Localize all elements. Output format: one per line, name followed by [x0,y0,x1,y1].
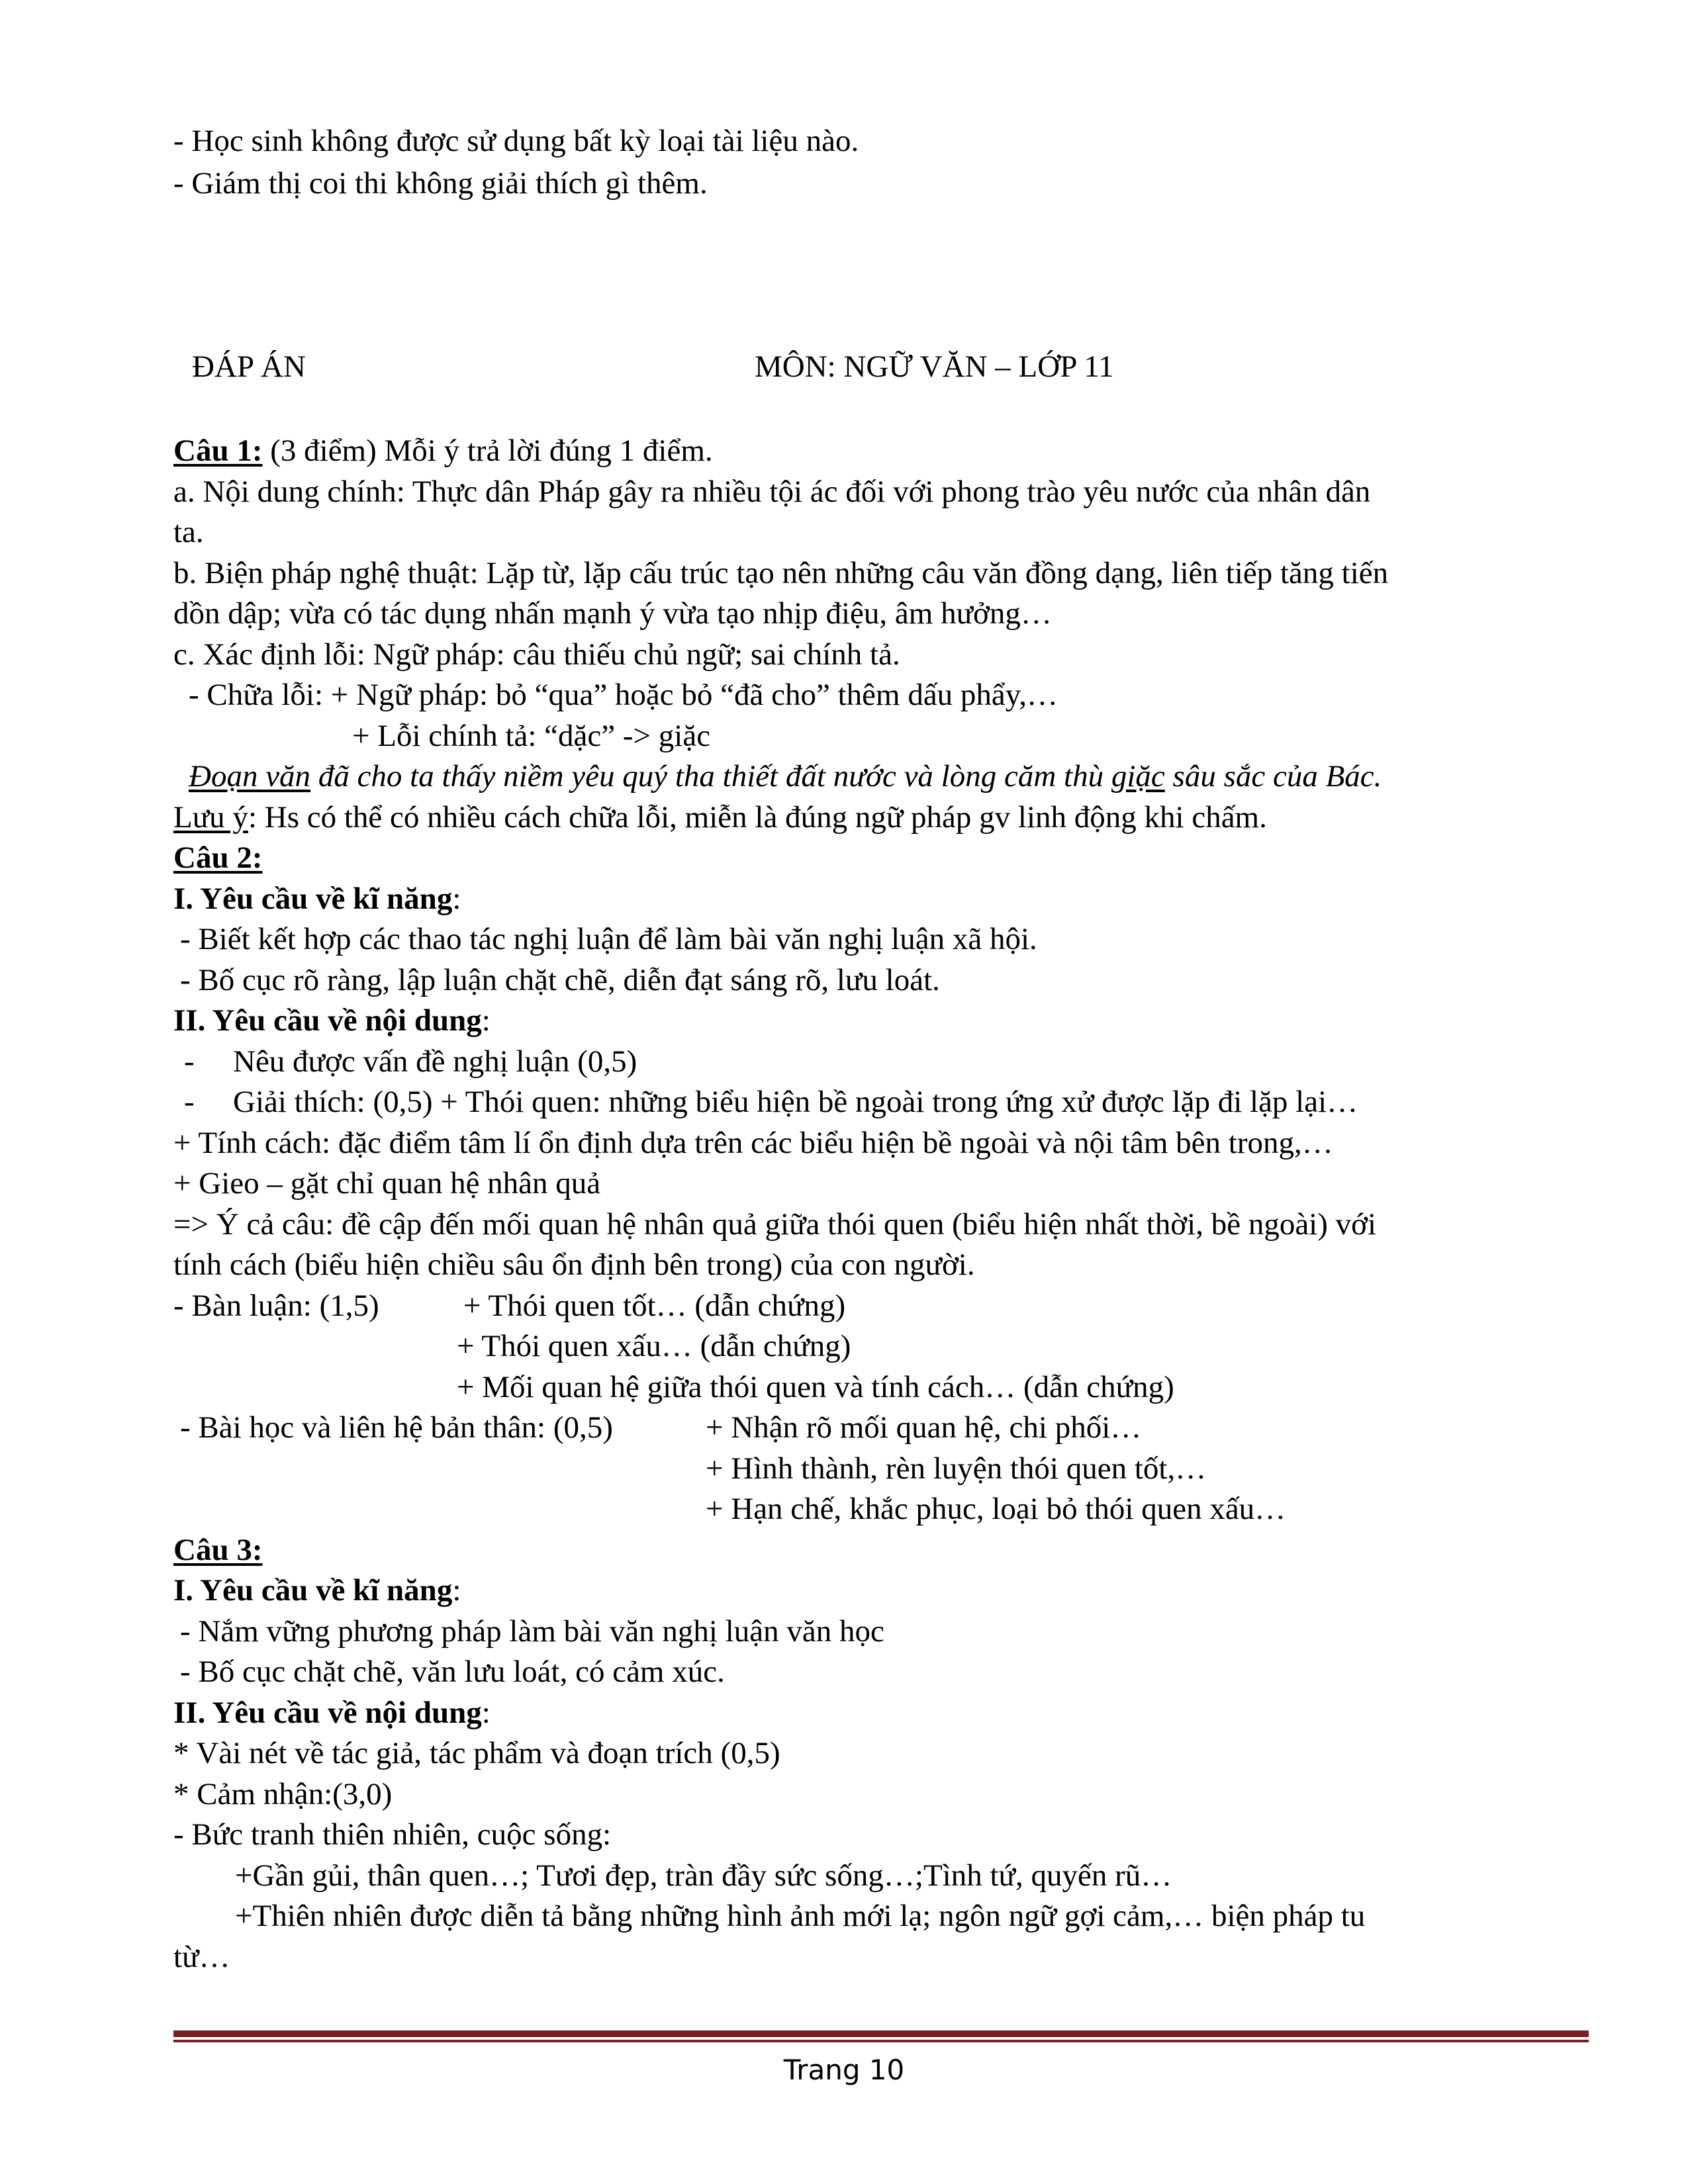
cau3-skill-1: - Nắm vững phương pháp làm bài văn nghị luận văn học [180,1614,884,1649]
cau2-content-dash-2: - [184,1085,195,1119]
cau2-skill-1: - Biết kết hợp các thao tác nghị luận để làm bài văn nghị luận xã hội. [180,922,1037,956]
example-underlined-1: Đoạn văn [189,759,311,794]
cau2-content-6: tính cách (biểu hiện chiều sâu ổn định bên trong) của con người. [173,1248,975,1282]
cau2-discussion-label: - Bàn luận: (1,5) [173,1289,379,1323]
cau2-lesson-3: + Hạn chế, khắc phục, loại bỏ thói quen xấu… [706,1492,1286,1526]
example-end: sâu sắc của Bác. [1164,759,1382,794]
cau2-discussion-3: + Mối quan hệ giữa thói quen và tính cách… (dẫn chứng) [457,1370,1174,1404]
cau2-skills-heading-line: I. Yêu cầu về kĩ năng: [173,882,461,916]
page-number: Trang 10 [783,2054,905,2086]
example-underlined-2: giặc [1111,759,1165,794]
answer-key-heading: ĐÁP ÁN [192,349,306,384]
cau3-skills-heading: I. Yêu cầu về kĩ năng [173,1573,453,1608]
example-text: đã cho ta thấy niềm yêu quý tha thiết đất nước và lòng căm thù [310,759,1111,794]
cau2-skills-heading: I. Yêu cầu về kĩ năng [173,882,453,916]
cau1-intro: (3 điểm) Mỗi ý trả lời đúng 1 điểm. [262,433,713,468]
cau1-fix-line2: + Lỗi chính tả: “dặc” -> giặc [352,719,711,753]
subject-heading: MÔN: NGỮ VĂN – LỚP 11 [755,349,1114,384]
cau2-content-dash-1: - [184,1044,195,1079]
cau2-content-3: + Tính cách: đặc điểm tâm lí ổn định dựa trên các biểu hiện bề ngoài và nội tâm bên trong,… [173,1126,1333,1160]
cau1-a-line2: ta. [173,515,204,549]
cau1-b-line2: dồn dập; vừa có tác dụng nhấn mạnh ý vừa tạo nhịp điệu, âm hưởng… [173,596,1052,631]
cau3-content-heading: II. Yêu cầu về nội dung [173,1696,482,1730]
note-label: Lưu ý [173,800,248,835]
cau1-intro-line [173,430,713,471]
cau1-label: Câu 1: [173,433,263,468]
cau2-content-heading-line: II. Yêu cầu về nội dung: [173,1003,491,1038]
cau1-note-line [173,797,1267,838]
cau3-content-1: * Vài nét về tác giả, tác phẩm và đoạn trích (0,5) [173,1736,780,1770]
cau3-content-4: +Gần gủi, thân quen…; Tươi đẹp, tràn đầy sức sống…;Tình tứ, quyến rũ… [235,1858,1172,1893]
note-line-2: - Giám thị coi thi không giải thích gì thêm. [173,166,708,201]
cau3-content-3: - Bức tranh thiên nhiên, cuộc sống: [173,1817,612,1852]
cau2-label: Câu 2: [173,841,263,875]
footer-rule [173,2030,1589,2045]
footer-rule-thin [173,2040,1589,2042]
cau2-content-2: Giải thích: (0,5) + Thói quen: những biểu hiện bề ngoài trong ứng xử được lặp đi lặp lại… [233,1085,1358,1119]
cau2-lesson-label: - Bài học và liên hệ bản thân: (0,5) [180,1410,613,1445]
cau3-content-heading-line: II. Yêu cầu về nội dung: [173,1696,491,1730]
cau2-lesson-1: + Nhận rõ mối quan hệ, chi phối… [706,1410,1142,1445]
cau3-label: Câu 3: [173,1533,263,1567]
cau3-content-5: +Thiên nhiên được diễn tả bằng những hình ảnh mới lạ; ngôn ngữ gợi cảm,… biện pháp tu [235,1899,1366,1933]
cau1-b-line1: b. Biện pháp nghệ thuật: Lặp từ, lặp cấu trúc tạo nên những câu văn đồng dạng, liên tiếp tăng tiến [173,556,1389,590]
cau1-fix-line1: - Chữa lỗi: + Ngữ pháp: bỏ “qua” hoặc bỏ “đã cho” thêm dấu phẩy,… [189,678,1058,712]
cau1-a-line1: a. Nội dung chính: Thực dân Pháp gây ra nhiều tội ác đối với phong trào yêu nước của nhân dân [173,475,1371,509]
cau2-skill-2: - Bố cục rõ ràng, lập luận chặt chẽ, diễn đạt sáng rõ, lưu loát. [180,963,940,997]
cau3-content-2: * Cảm nhận:(3,0) [173,1777,393,1811]
cau1-example-line [189,756,1382,797]
cau2-discussion-1: + Thói quen tốt… (dẫn chứng) [463,1289,846,1323]
footer-rule-thick [173,2030,1589,2037]
cau2-content-1: Nêu được vấn đề nghị luận (0,5) [233,1044,637,1079]
note-text: : Hs có thể có nhiều cách chữa lỗi, miễn là đúng ngữ pháp gv linh động khi chấm. [248,800,1267,835]
note-line-1: - Học sinh không được sử dụng bất kỳ loại tài liệu nào. [173,124,859,158]
cau2-lesson-2: + Hình thành, rèn luyện thói quen tốt,… [706,1451,1207,1486]
cau2-content-heading: II. Yêu cầu về nội dung [173,1003,482,1038]
cau2-content-4: + Gieo – gặt chỉ quan hệ nhân quả [173,1166,601,1201]
cau1-c-line: c. Xác định lỗi: Ngữ pháp: câu thiếu chủ ngữ; sai chính tả. [173,637,900,672]
cau2-discussion-2: + Thói quen xấu… (dẫn chứng) [457,1329,851,1363]
cau3-skill-2: - Bố cục chặt chẽ, văn lưu loát, có cảm xúc. [180,1655,725,1689]
cau3-content-6: từ… [173,1940,230,1974]
cau2-content-5: => Ý cả câu: đề cập đến mối quan hệ nhân quả giữa thói quen (biểu hiện nhất thời, bề ngoài) với [173,1207,1377,1242]
cau3-skills-heading-line: I. Yêu cầu về kĩ năng: [173,1573,461,1608]
